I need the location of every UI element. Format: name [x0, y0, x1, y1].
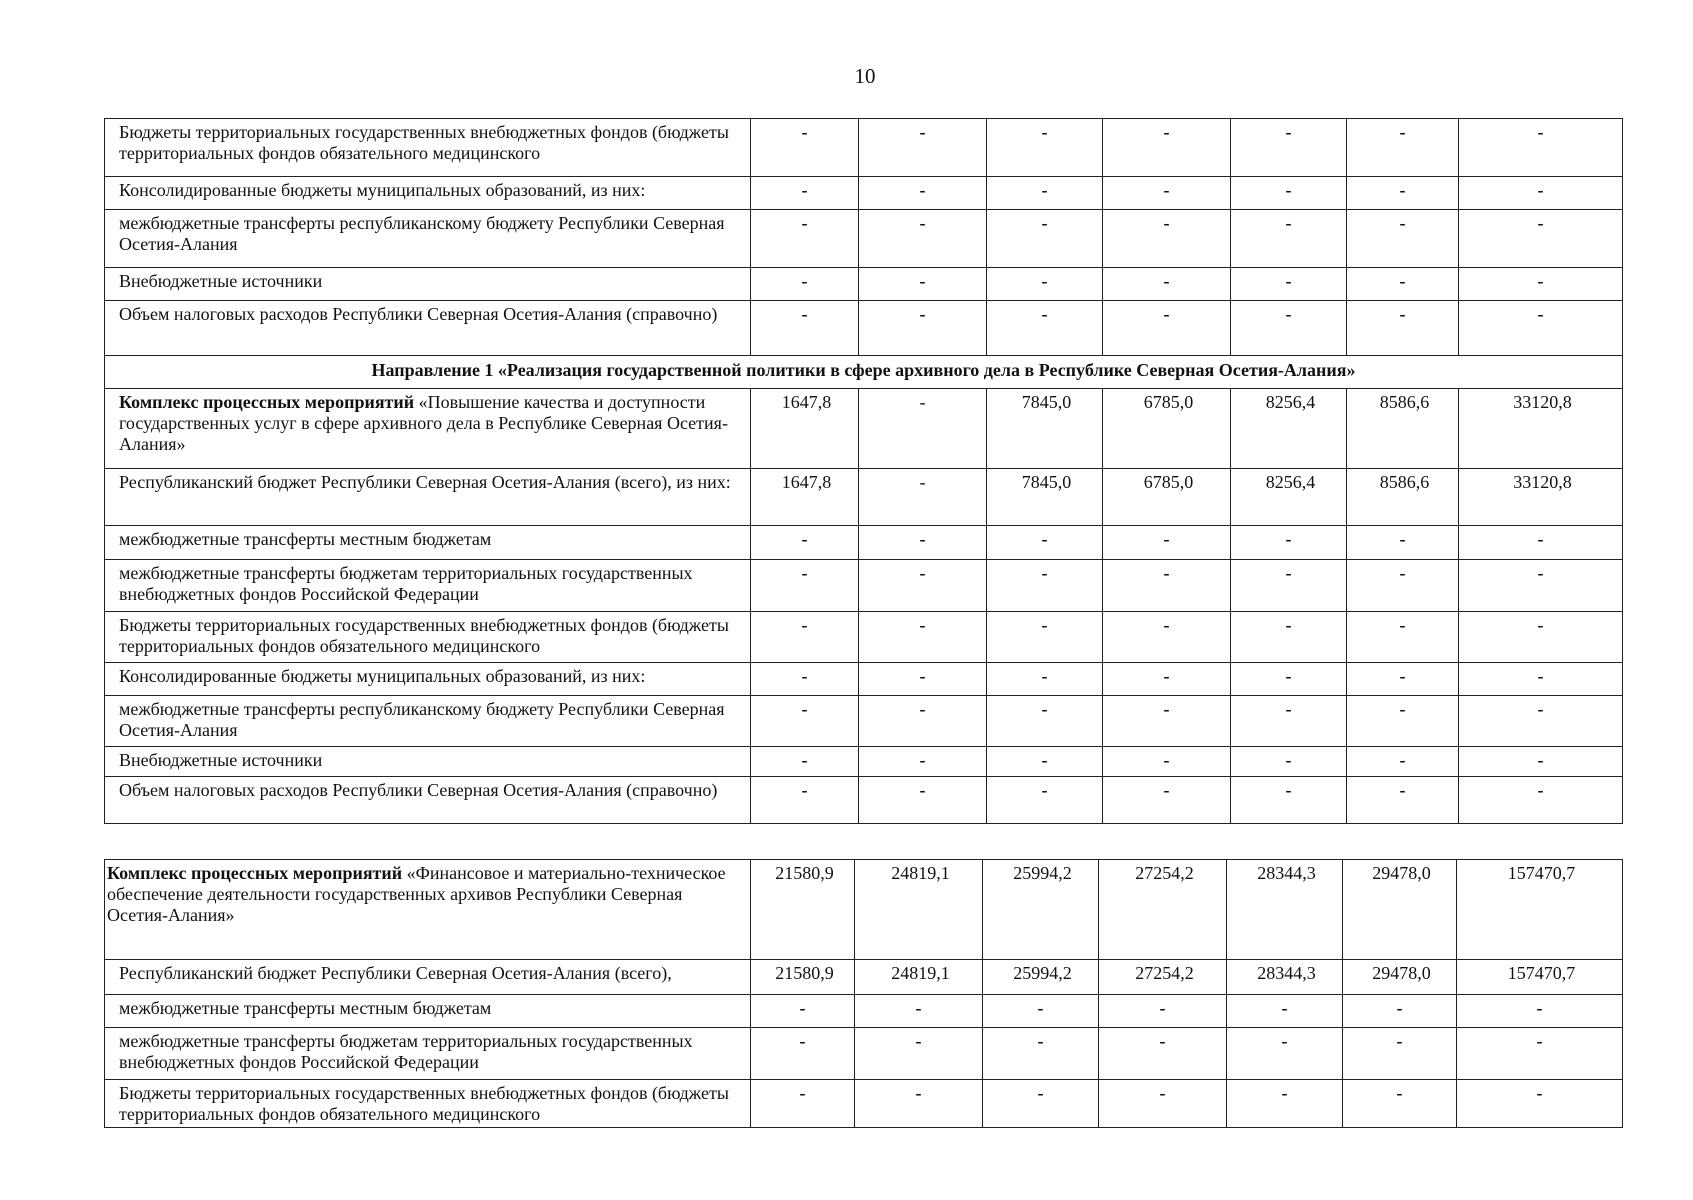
value-cell: -	[1347, 119, 1459, 177]
value-cell: -	[987, 663, 1103, 696]
table-row	[105, 960, 1623, 995]
row-label: межбюджетные трансферты бюджетам территориальных государственных внебюджетных фондов Российской Федерации	[105, 1028, 751, 1080]
value-cell: -	[983, 1080, 1099, 1128]
row-label: Консолидированные бюджеты муниципальных образований, из них:	[105, 177, 751, 210]
value-cell: -	[1103, 747, 1231, 777]
value-cell: -	[751, 1080, 855, 1128]
value-cell: -	[987, 301, 1103, 356]
value-cell: -	[1347, 210, 1459, 268]
complex-label	[105, 860, 751, 960]
value-cell: -	[987, 268, 1103, 301]
value-cell: -	[1231, 526, 1347, 560]
value-cell: -	[1457, 1028, 1623, 1080]
value-cell: -	[1347, 696, 1459, 747]
value-cell: -	[1231, 210, 1347, 268]
value-cell: 27254,2	[1099, 860, 1227, 960]
value-cell: -	[751, 777, 859, 824]
complex-label-bold: Комплекс процессных мероприятий	[107, 863, 403, 883]
row-label: Консолидированные бюджеты муниципальных образований, из них:	[105, 663, 751, 696]
value-cell: 21580,9	[751, 860, 855, 960]
value-cell: -	[1459, 210, 1623, 268]
value-cell: -	[1347, 612, 1459, 663]
value-cell: 24819,1	[855, 860, 983, 960]
row-label: межбюджетные трансферты республиканскому бюджету Республики Северная Осетия-Алания	[105, 210, 751, 268]
value-cell: 157470,7	[1457, 860, 1623, 960]
page-number: 10	[854, 64, 876, 88]
row-label: межбюджетные трансферты местным бюджетам	[105, 995, 751, 1028]
value-cell: -	[1459, 663, 1623, 696]
value-cell: -	[1459, 268, 1623, 301]
value-cell: -	[1347, 747, 1459, 777]
table-row	[105, 560, 1623, 612]
table-row	[105, 119, 1623, 177]
value-cell: -	[1231, 777, 1347, 824]
table-row	[105, 747, 1623, 777]
row-label: Бюджеты территориальных государственных внебюджетных фондов (бюджеты территориальных фондов обязательного медицинского	[105, 612, 751, 663]
value-cell: -	[855, 1080, 983, 1128]
table-row	[105, 1028, 1623, 1080]
value-cell: -	[1459, 119, 1623, 177]
row-label: Республиканский бюджет Республики Северная Осетия-Алания (всего), из них:	[105, 469, 751, 526]
complex-label-text: «Финансовое и материально-техническое обеспечение деятельности государственных архивов Республики Северная Осетия-Алания»	[107, 863, 726, 925]
value-cell: -	[1459, 301, 1623, 356]
value-cell: -	[751, 612, 859, 663]
value-cell: 28344,3	[1227, 960, 1343, 995]
value-cell: -	[1343, 1080, 1457, 1128]
row-label: Объем налоговых расходов Республики Северная Осетия-Алания (справочно)	[105, 777, 751, 824]
value-cell: -	[1103, 663, 1231, 696]
value-cell: -	[1103, 526, 1231, 560]
value-cell: -	[987, 119, 1103, 177]
value-cell: -	[1457, 1080, 1623, 1128]
row-label: Бюджеты территориальных государственных внебюджетных фондов (бюджеты территориальных фондов обязательного медицинского	[105, 1080, 751, 1128]
value-cell: -	[751, 526, 859, 560]
value-cell: 8586,6	[1347, 469, 1459, 526]
table-row	[105, 301, 1623, 356]
value-cell: 29478,0	[1343, 960, 1457, 995]
table-row	[105, 268, 1623, 301]
value-cell: -	[987, 560, 1103, 612]
value-cell: -	[1231, 612, 1347, 663]
value-cell: -	[859, 663, 987, 696]
value-cell: 8256,4	[1231, 469, 1347, 526]
value-cell: -	[1343, 995, 1457, 1028]
value-cell: -	[1459, 612, 1623, 663]
value-cell: -	[751, 210, 859, 268]
value-cell: -	[1347, 177, 1459, 210]
value-cell: -	[1103, 612, 1231, 663]
value-cell: -	[751, 301, 859, 356]
value-cell: 7845,0	[987, 469, 1103, 526]
complex-label-bold: Комплекс процессных мероприятий	[119, 392, 415, 412]
value-cell: 6785,0	[1103, 389, 1231, 469]
row-label: Республиканский бюджет Республики Северная Осетия-Алания (всего),	[105, 960, 751, 995]
value-cell: -	[859, 612, 987, 663]
value-cell: -	[1459, 747, 1623, 777]
row-label: Объем налоговых расходов Республики Северная Осетия-Алания (справочно)	[105, 301, 751, 356]
value-cell: 6785,0	[1103, 469, 1231, 526]
value-cell: -	[1231, 560, 1347, 612]
value-cell: -	[859, 177, 987, 210]
value-cell: 25994,2	[983, 860, 1099, 960]
value-cell: -	[859, 696, 987, 747]
table-row	[105, 995, 1623, 1028]
value-cell: -	[1459, 560, 1623, 612]
value-cell: -	[751, 1028, 855, 1080]
table-row	[105, 696, 1623, 747]
value-cell: -	[859, 747, 987, 777]
value-cell: -	[1103, 560, 1231, 612]
complex-label-text: «Повышение качества и доступности государственных услуг в сфере архивного дела в Республике Северная Осетия-Алания»	[119, 392, 728, 454]
value-cell: -	[1227, 1080, 1343, 1128]
value-cell: -	[1347, 560, 1459, 612]
value-cell: -	[1347, 663, 1459, 696]
value-cell: 157470,7	[1457, 960, 1623, 995]
table-row	[105, 177, 1623, 210]
value-cell: 33120,8	[1459, 389, 1623, 469]
value-cell: 25994,2	[983, 960, 1099, 995]
row-label: межбюджетные трансферты республиканскому бюджету Республики Северная Осетия-Алания	[105, 696, 751, 747]
value-cell: -	[859, 268, 987, 301]
value-cell: -	[751, 119, 859, 177]
value-cell: 8586,6	[1347, 389, 1459, 469]
value-cell: -	[1457, 995, 1623, 1028]
value-cell: 28344,3	[1227, 860, 1343, 960]
table-row	[105, 469, 1623, 526]
value-cell: -	[855, 995, 983, 1028]
value-cell: -	[1343, 1028, 1457, 1080]
value-cell: -	[1459, 696, 1623, 747]
section-heading: Направление 1 «Реализация государственной политики в сфере архивного дела в Республике Северная Осетия-Алания»	[105, 356, 1623, 389]
value-cell: -	[987, 612, 1103, 663]
value-cell: -	[1231, 663, 1347, 696]
value-cell: 33120,8	[1459, 469, 1623, 526]
value-cell: -	[751, 696, 859, 747]
value-cell: -	[1231, 268, 1347, 301]
value-cell: -	[751, 560, 859, 612]
complex-row	[105, 860, 1623, 960]
value-cell: 21580,9	[751, 960, 855, 995]
value-cell: -	[1459, 177, 1623, 210]
value-cell: -	[1347, 268, 1459, 301]
value-cell: -	[859, 777, 987, 824]
value-cell: -	[987, 747, 1103, 777]
budget-table-complex-2	[104, 859, 1623, 1128]
value-cell: -	[987, 177, 1103, 210]
table-row	[105, 526, 1623, 560]
value-cell: -	[987, 210, 1103, 268]
value-cell: -	[1103, 301, 1231, 356]
value-cell: -	[1347, 526, 1459, 560]
value-cell: -	[859, 526, 987, 560]
value-cell: -	[1231, 747, 1347, 777]
value-cell: -	[751, 995, 855, 1028]
complex-label	[105, 389, 751, 469]
value-cell: -	[1231, 696, 1347, 747]
row-label: межбюджетные трансферты бюджетам территориальных государственных внебюджетных фондов Российской Федерации	[105, 560, 751, 612]
row-label: Внебюджетные источники	[105, 268, 751, 301]
value-cell: -	[859, 119, 987, 177]
value-cell: -	[1103, 177, 1231, 210]
value-cell: -	[987, 777, 1103, 824]
value-cell: -	[1103, 696, 1231, 747]
table-row	[105, 777, 1623, 824]
value-cell: -	[983, 995, 1099, 1028]
value-cell: -	[855, 1028, 983, 1080]
value-cell: -	[1103, 210, 1231, 268]
complex-row	[105, 389, 1623, 469]
row-label: Бюджеты территориальных государственных внебюджетных фондов (бюджеты территориальных фондов обязательного медицинского	[105, 119, 751, 177]
value-cell: -	[751, 177, 859, 210]
value-cell: 1647,8	[751, 389, 859, 469]
value-cell: -	[1099, 1028, 1227, 1080]
value-cell: -	[1231, 119, 1347, 177]
table-row	[105, 663, 1623, 696]
value-cell: -	[1231, 177, 1347, 210]
value-cell: -	[1099, 1080, 1227, 1128]
value-cell: -	[1103, 268, 1231, 301]
budget-table-direction-1	[104, 118, 1623, 824]
value-cell: -	[1347, 777, 1459, 824]
table-row	[105, 612, 1623, 663]
table-row	[105, 1080, 1623, 1128]
value-cell: -	[1099, 995, 1227, 1028]
value-cell: 7845,0	[987, 389, 1103, 469]
value-cell: -	[987, 696, 1103, 747]
value-cell: -	[859, 469, 987, 526]
value-cell: -	[987, 526, 1103, 560]
value-cell: -	[1227, 1028, 1343, 1080]
value-cell: 8256,4	[1231, 389, 1347, 469]
value-cell: -	[859, 301, 987, 356]
value-cell: -	[983, 1028, 1099, 1080]
table-row	[105, 210, 1623, 268]
value-cell: -	[1103, 777, 1231, 824]
value-cell: -	[751, 268, 859, 301]
value-cell: 27254,2	[1099, 960, 1227, 995]
value-cell: -	[751, 663, 859, 696]
value-cell: 1647,8	[751, 469, 859, 526]
value-cell: -	[1231, 301, 1347, 356]
row-label: Внебюджетные источники	[105, 747, 751, 777]
value-cell: -	[1227, 995, 1343, 1028]
value-cell: 24819,1	[855, 960, 983, 995]
section-heading-row	[105, 356, 1623, 389]
value-cell: -	[859, 210, 987, 268]
value-cell: -	[751, 747, 859, 777]
value-cell: -	[1459, 526, 1623, 560]
row-label: межбюджетные трансферты местным бюджетам	[105, 526, 751, 560]
value-cell: -	[1103, 119, 1231, 177]
value-cell: 29478,0	[1343, 860, 1457, 960]
value-cell: -	[859, 389, 987, 469]
value-cell: -	[1347, 301, 1459, 356]
value-cell: -	[859, 560, 987, 612]
value-cell: -	[1459, 777, 1623, 824]
